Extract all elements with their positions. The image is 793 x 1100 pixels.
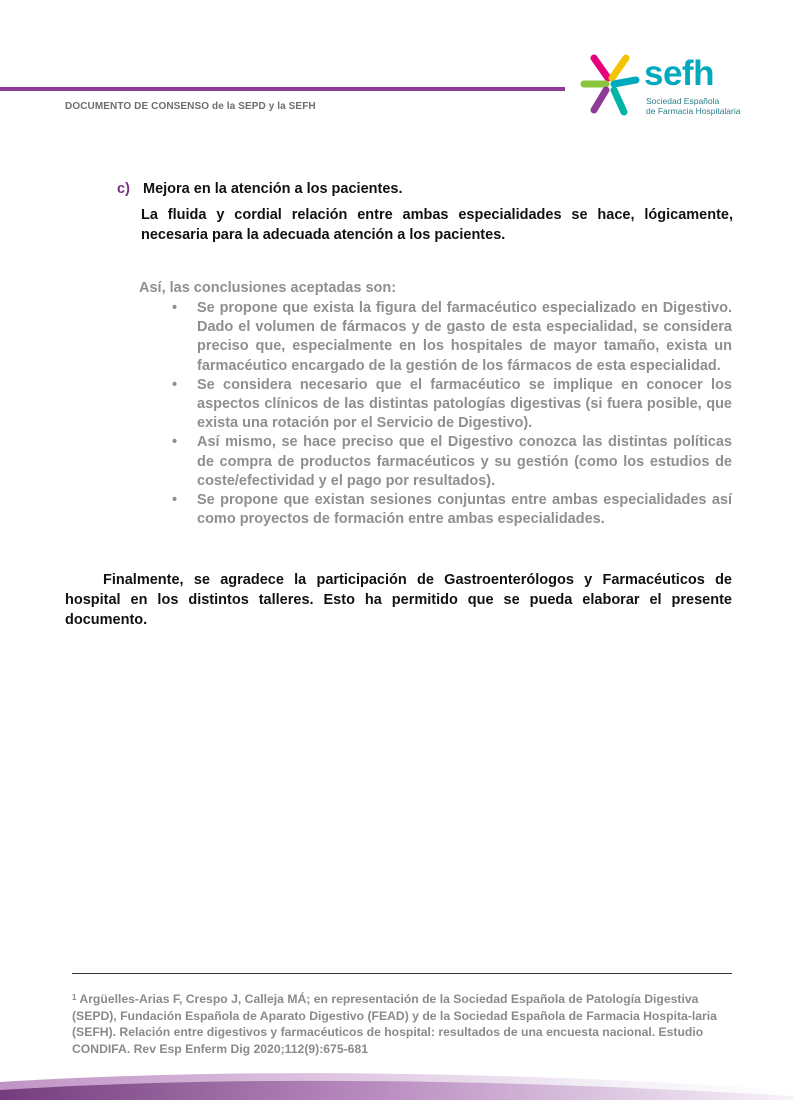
footnote-marker: 1 (72, 993, 77, 1002)
list-item (170, 299, 732, 376)
sefh-logo-icon (580, 54, 640, 116)
section-c-body: La fluida y cordial relación entre ambas especialidades se hace, lógicamente, necesaria para la adecuada atención a los pacientes. (141, 207, 733, 243)
decorative-bottom-band (0, 1060, 793, 1100)
list-item (170, 433, 732, 491)
footnote-text: Argüelles-Arias F, Crespo J, Calleja MÁ; en representación de la Sociedad Española de Patología Digestiva (SEPD), Fundación Española de Aparato Digestivo (FEAD) y de la Sociedad Española de Farmacia Hospita-laria (SEFH). Relación entre digestivos y farmacéuticos de hospital: resultados de una encuesta nacional. Estudio CONDIFA. Rev Esp Enferm Dig 2020;112(9):675-681 (72, 992, 717, 1056)
logo-wordmark: sefh (644, 54, 714, 93)
bullet-icon: • (172, 300, 178, 316)
footnote (72, 991, 742, 1057)
conclusion-text: Se propone que existan sesiones conjuntas entre ambas especialidades así como proyectos de formación entre ambas especialidades. (197, 492, 732, 528)
header-rule (0, 87, 565, 91)
conclusion-text: Se considera necesario que el farmacéutico se implique en conocer los aspectos clínicos de las distintas patologías digestivas (si fuera posible, que exista una rotación por el Servicio de Digestivo). (197, 376, 732, 432)
logo-subtitle (646, 96, 740, 116)
footnote-divider (72, 973, 732, 974)
bullet-icon: • (172, 492, 178, 509)
section-c-title: Mejora en la atención a los pacientes. (143, 181, 403, 197)
logo-subtitle-line1: Sociedad Española (646, 96, 720, 106)
list-item (170, 376, 732, 434)
conclusions-list (170, 299, 732, 529)
conclusion-text: Se propone que exista la figura del farmacéutico especializado en Digestivo. Dado el volumen de fármacos y de gasto de esta especialidad, se considera preciso que, especialmente en los hospitales de mayor tamaño, exista un farmacéutico encargado de la gestión de los fármacos de esta especialidad. (197, 300, 732, 374)
conclusions-intro: Así, las conclusiones aceptadas son: (139, 280, 397, 296)
list-item (170, 491, 732, 529)
logo-subtitle-line2: de Farmacia Hospitalaria (646, 106, 741, 116)
bullet-icon: • (172, 376, 178, 393)
document-header-title: DOCUMENTO DE CONSENSO de la SEPD y la SEFH (65, 101, 316, 112)
section-c-marker: c) (117, 181, 130, 197)
conclusion-text: Así mismo, se hace preciso que el Digestivo conozca las distintas políticas de compra de productos farmacéuticos y su gestión (como los estudios de coste/efectividad y el pago por resultados). (197, 434, 732, 489)
final-paragraph: Finalmente, se agradece la participación de Gastroenterólogos y Farmacéuticos de hospital en los distintos talleres. Esto ha permitido que se pueda elaborar el presente documento. (65, 572, 732, 628)
sefh-logo (580, 54, 755, 120)
bullet-icon: • (172, 434, 178, 451)
